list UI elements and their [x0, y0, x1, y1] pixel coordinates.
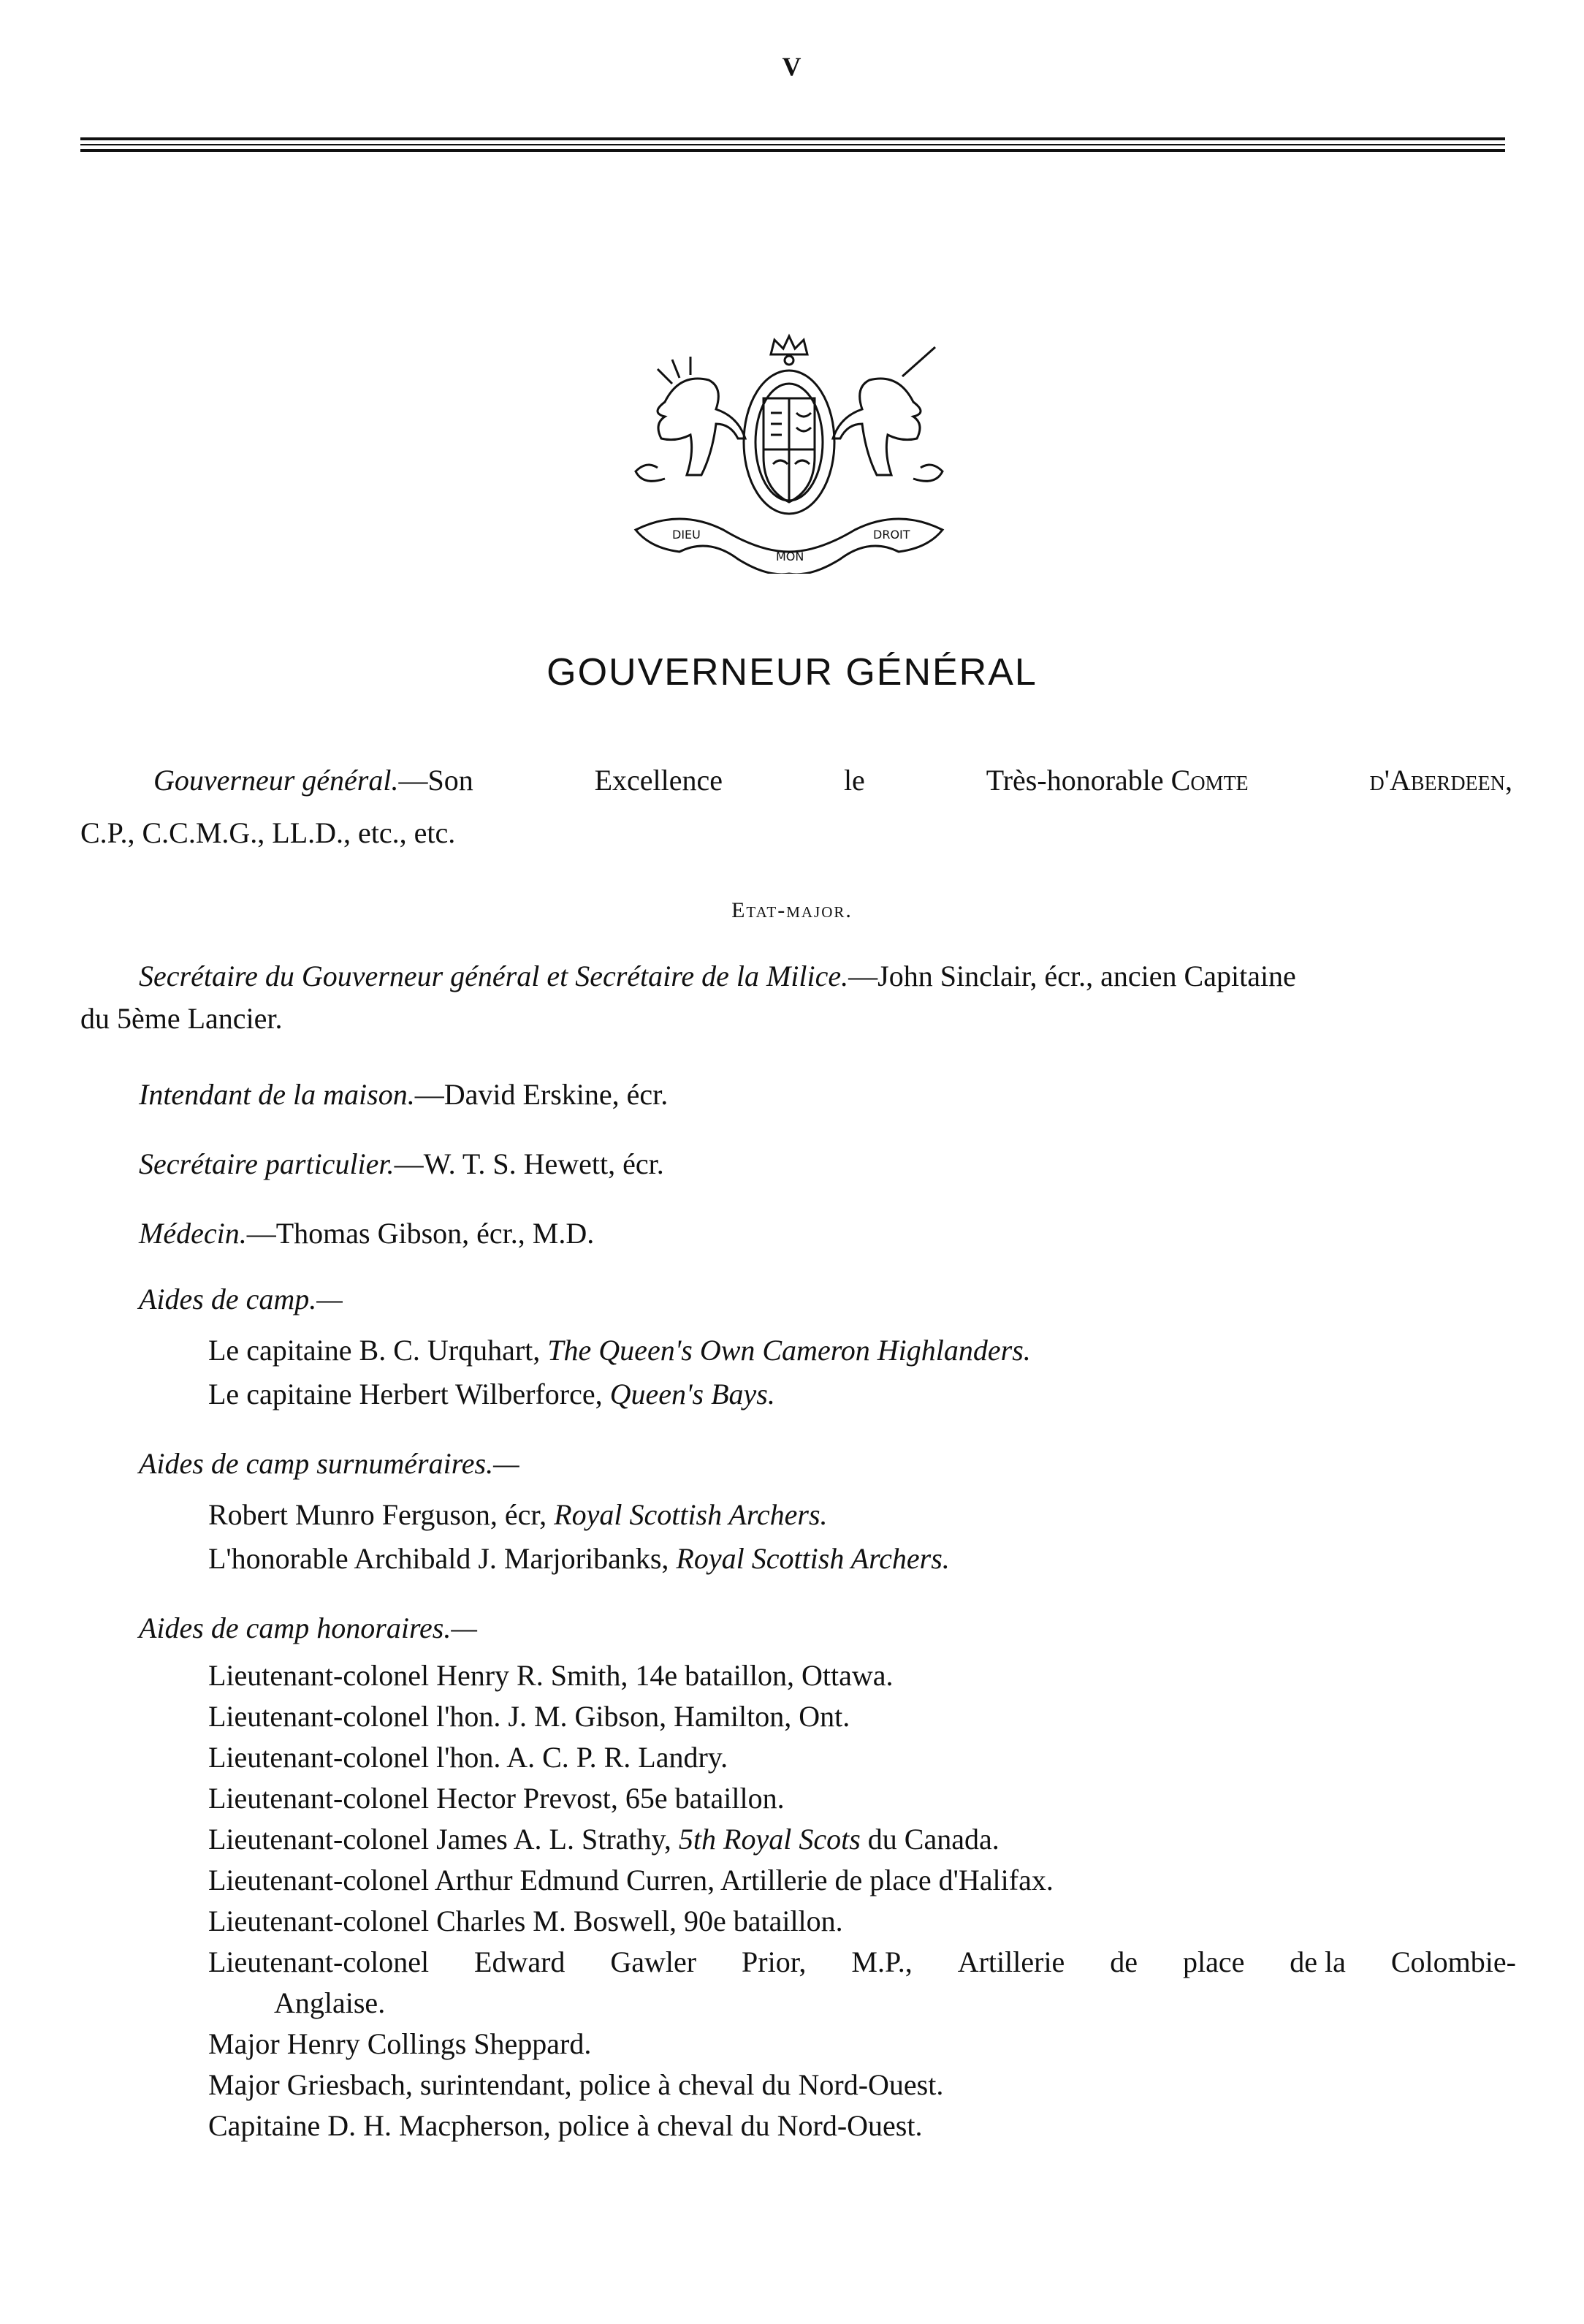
list-item-word: de	[1110, 1945, 1138, 1978]
aides-de-camp-heading: Aides de camp.—	[139, 1283, 343, 1315]
governor-title: Comte	[1170, 764, 1249, 797]
list-item	[208, 1819, 1516, 1860]
list-item-text: du Canada.	[860, 1823, 999, 1856]
list-item-unit: The Queen's Own Cameron Highlanders.	[547, 1334, 1031, 1367]
governor-word: Excellence	[594, 764, 723, 797]
governor-word: le	[843, 764, 865, 797]
motto-left: DIEU	[672, 528, 701, 542]
list-item-text: Lieutenant-colonel James A. L. Strathy,	[208, 1823, 679, 1856]
list-item	[208, 1330, 1031, 1371]
list-item: Lieutenant-colonel l'hon. J. M. Gibson, Hamilton, Ont.	[208, 1700, 850, 1733]
list-item-text: Robert Munro Ferguson, écr,	[208, 1498, 555, 1531]
header-rule	[80, 137, 1505, 140]
governor-word: Très-honorable	[986, 764, 1164, 797]
governor-word: Son	[427, 764, 473, 797]
medecin-text: —Thomas Gibson, écr., M.D.	[246, 1217, 595, 1250]
list-item-unit: Queen's Bays.	[609, 1378, 775, 1410]
list-item-word: Colombie-	[1390, 1945, 1516, 1978]
aides-honoraires-list	[208, 1655, 1516, 2146]
secretary-label: Secrétaire du Gouverneur général et Secrétaire de la Milice.	[139, 960, 849, 992]
secretary-text: —John Sinclair, écr., ancien Capitaine	[848, 960, 1296, 992]
list-item: Lieutenant-colonel Henry R. Smith, 14e bataillon, Ottawa.	[208, 1659, 894, 1692]
list-item: Lieutenant-colonel Hector Prevost, 65e bataillon.	[208, 1782, 785, 1815]
list-item	[208, 1374, 775, 1415]
governor-name: d'Aberdeen,	[1369, 764, 1512, 797]
list-item	[208, 1495, 828, 1535]
private-secretary-text: —W. T. S. Hewett, écr.	[394, 1147, 664, 1180]
aides-honoraires-heading: Aides de camp honoraires.—	[139, 1611, 477, 1644]
etat-major-heading: Etat-major.	[731, 898, 853, 922]
secretary-continuation: du 5ème Lancier.	[80, 1002, 283, 1035]
governor-dash: —	[398, 764, 428, 797]
governor-label: Gouverneur général.	[153, 764, 399, 797]
intendant-entry	[139, 1074, 668, 1115]
header-rule	[80, 144, 1505, 145]
page-number: V	[782, 52, 802, 81]
governor-line	[153, 760, 1512, 801]
list-item: Lieutenant-colonel Arthur Edmund Curren, Artillerie de place d'Halifax.	[208, 1864, 1054, 1896]
list-item: Lieutenant-colonel l'hon. A. C. P. R. Landry.	[208, 1741, 728, 1774]
list-item-word: M.P.,	[851, 1945, 913, 1978]
list-item-text: L'honorable Archibald J. Marjoribanks,	[208, 1542, 677, 1575]
intendant-label: Intendant de la maison.	[139, 1078, 415, 1111]
private-secretary-entry	[139, 1144, 664, 1185]
list-item: Lieutenant-colonel Charles M. Boswell, 90e bataillon.	[208, 1905, 843, 1937]
secretary-entry	[139, 956, 1296, 997]
list-item-unit: 5th Royal Scots	[678, 1823, 861, 1856]
list-item-unit: Royal Scottish Archers.	[554, 1498, 828, 1531]
medecin-entry	[139, 1213, 594, 1254]
aides-surnumeraires-heading: Aides de camp surnuméraires.—	[139, 1447, 519, 1480]
list-item	[208, 1942, 1516, 1983]
list-item-word: Lieutenant-colonel	[208, 1945, 430, 1978]
list-item	[208, 1538, 950, 1579]
list-item-text: Le capitaine B. C. Urquhart,	[208, 1334, 548, 1367]
list-item-text: Le capitaine Herbert Wilberforce,	[208, 1378, 610, 1410]
list-item: Major Griesbach, surintendant, police à cheval du Nord-Ouest.	[208, 2068, 944, 2101]
medecin-label: Médecin.	[139, 1217, 247, 1250]
list-item-word: de la	[1290, 1945, 1346, 1978]
intendant-text: —David Erskine, écr.	[414, 1078, 669, 1111]
section-title: GOUVERNEUR GÉNÉRAL	[547, 651, 1037, 694]
list-item-continuation: Anglaise.	[274, 1986, 386, 2019]
list-item-word: Gawler	[610, 1945, 697, 1978]
list-item-word: Edward	[474, 1945, 566, 1978]
list-item: Major Henry Collings Sheppard.	[208, 2027, 592, 2060]
list-item-unit: Royal Scottish Archers.	[676, 1542, 950, 1575]
list-item: Capitaine D. H. Macpherson, police à cheval du Nord-Ouest.	[208, 2109, 923, 2142]
governor-honours: C.P., C.C.M.G., LL.D., etc., etc.	[80, 816, 456, 849]
list-item-word: Artillerie	[957, 1945, 1065, 1978]
private-secretary-label: Secrétaire particulier.	[139, 1147, 395, 1180]
list-item-word: Prior,	[742, 1945, 807, 1978]
header-rule	[80, 149, 1505, 152]
motto-right: DROIT	[873, 528, 910, 542]
royal-coat-of-arms-icon	[621, 333, 957, 574]
list-item-word: place	[1182, 1945, 1245, 1978]
motto-center: MON	[776, 550, 804, 563]
